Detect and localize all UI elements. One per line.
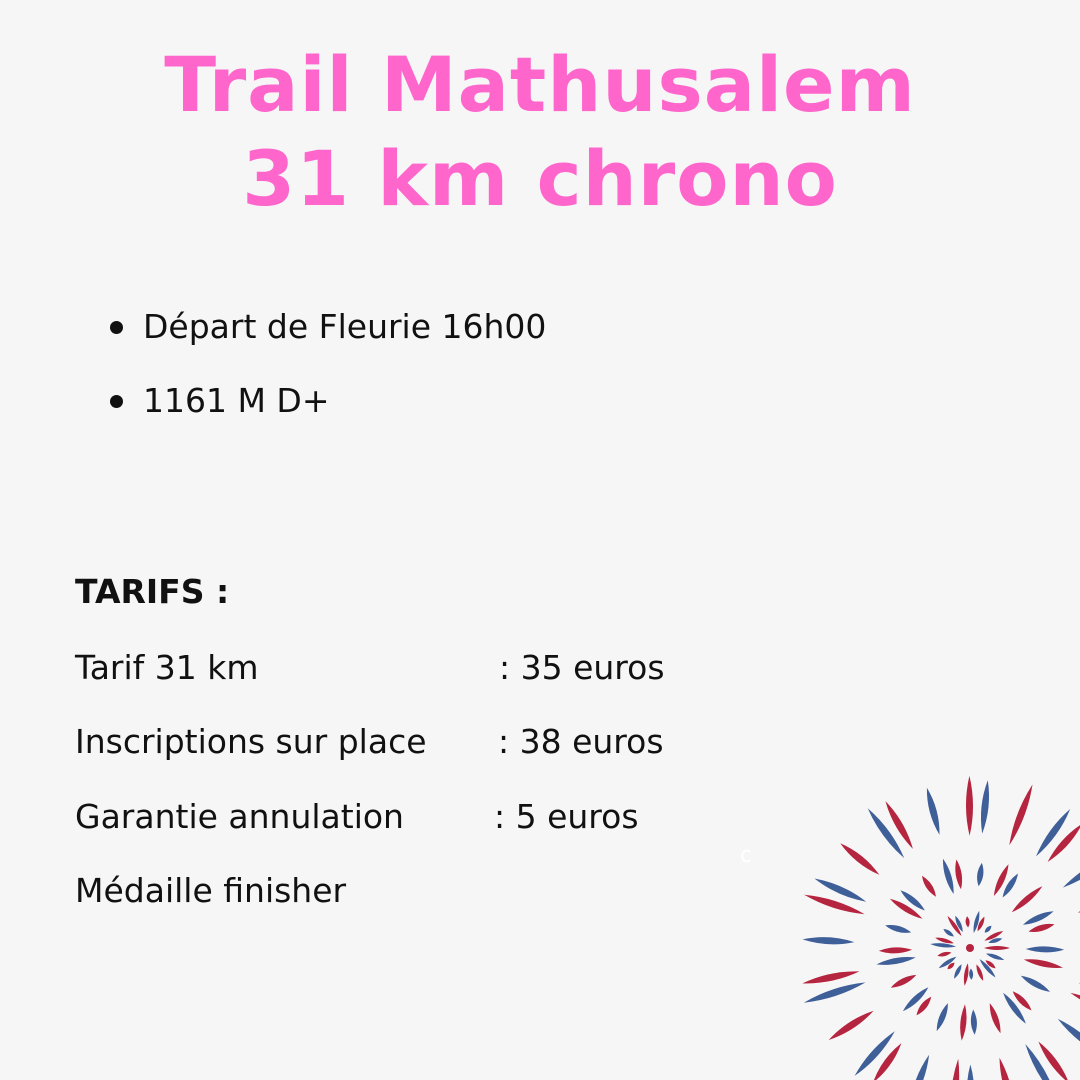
firework-spark xyxy=(966,916,970,927)
firework-spark xyxy=(955,860,962,890)
tarifs-heading: TARIFS : xyxy=(75,572,230,611)
firework-spark xyxy=(937,1003,948,1031)
title-line-1: Trail Mathusalem xyxy=(164,40,916,129)
firework-spark xyxy=(1029,924,1055,932)
firework-spark xyxy=(966,776,973,836)
firework-spark xyxy=(868,808,905,858)
info-item-elevation xyxy=(110,364,546,438)
firework-spark xyxy=(829,1011,874,1040)
firework-spark xyxy=(879,947,912,953)
firework-spark xyxy=(891,975,917,988)
firework-spark xyxy=(984,946,1010,950)
firework-spark xyxy=(960,1004,966,1041)
firework-spark xyxy=(990,1003,1001,1033)
tarif-value: : 38 euros xyxy=(498,722,664,761)
firework-spark xyxy=(1058,1019,1080,1056)
firework-spark xyxy=(1026,946,1064,952)
firework-spark xyxy=(1021,976,1050,992)
firework-spark xyxy=(1063,853,1080,888)
firework-spark xyxy=(1023,911,1054,925)
firework-spark xyxy=(977,863,983,886)
firework-spark xyxy=(935,938,954,944)
firework-spark xyxy=(939,957,957,969)
firework-spark xyxy=(930,943,956,947)
bullet-dot-icon xyxy=(110,321,123,334)
tarif-label: Inscriptions sur place xyxy=(75,722,427,761)
firework-spark xyxy=(804,982,866,1002)
firework-spark xyxy=(802,971,859,983)
firework-spark xyxy=(1036,809,1070,856)
firework-spark xyxy=(840,843,879,875)
firework-spark xyxy=(1012,886,1043,912)
firework-spark xyxy=(1009,785,1032,846)
firework-spark xyxy=(855,1031,895,1076)
info-list xyxy=(110,290,546,438)
info-item-label: Départ de Fleurie 16h00 xyxy=(143,307,547,346)
tarif-label: Tarif 31 km xyxy=(75,648,259,687)
tarif-label: Médaille finisher xyxy=(75,871,347,910)
firework-spark xyxy=(922,876,936,897)
firework-spark xyxy=(885,925,911,933)
firework-spark xyxy=(964,963,969,986)
firework-core xyxy=(966,944,974,952)
firework-spark xyxy=(954,964,961,978)
firework-spark xyxy=(927,788,940,835)
firework-spark xyxy=(909,1055,929,1080)
firework-icon xyxy=(740,740,1080,1080)
firework-spark xyxy=(943,859,954,894)
firework-spark xyxy=(986,954,1004,960)
tarif-label: Garantie annulation xyxy=(75,797,404,836)
tarif-value: : 35 euros xyxy=(499,648,665,687)
firework-spark xyxy=(876,957,915,965)
tarif-value: : 5 euros xyxy=(494,797,639,836)
bullet-dot-icon xyxy=(110,395,123,408)
info-item-departure xyxy=(110,290,546,364)
poster-title xyxy=(0,38,1080,226)
firework-spark xyxy=(951,1059,959,1080)
faint-mark: c xyxy=(740,843,753,868)
firework-spark xyxy=(803,937,855,944)
firework-spark xyxy=(1024,959,1063,968)
firework-spark xyxy=(971,1010,977,1035)
firework-spark xyxy=(985,926,992,933)
firework-spark xyxy=(969,969,973,980)
firework-spark xyxy=(967,1065,974,1080)
firework-spark xyxy=(943,929,954,937)
info-item-label: 1161 M D+ xyxy=(143,381,330,420)
title-line-2: 31 km chrono xyxy=(242,134,838,223)
firework-spark xyxy=(937,952,951,957)
firework-spark xyxy=(1000,1058,1015,1080)
firework-spark xyxy=(1070,993,1080,1020)
firework-spark xyxy=(981,780,989,833)
firework-spark xyxy=(976,964,983,981)
